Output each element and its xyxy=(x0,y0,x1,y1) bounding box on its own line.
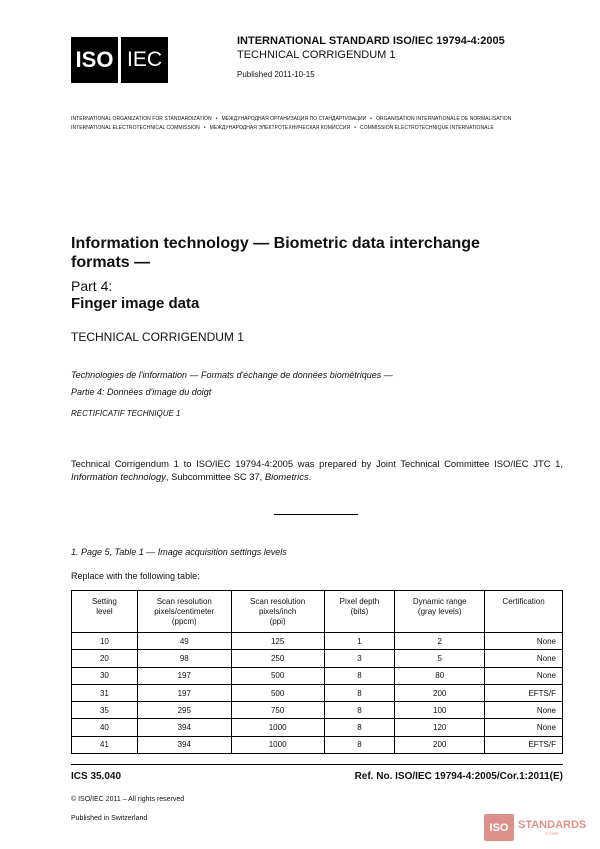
watermark-text: STANDARDS STORE xyxy=(518,818,587,836)
separator-rule xyxy=(274,514,358,515)
watermark-iso-logo: ISO xyxy=(484,814,514,841)
acquisition-settings-table xyxy=(71,590,563,754)
organizations-line-1: INTERNATIONAL ORGANIZATION FOR STANDARDIZATION • МЕЖДУНАРОДНАЯ ОРГАНИЗАЦИЯ ПО СТАНДАРТИЗАЦИИ • ORGANISATION INTERNATIONALE DE NORMALISATION xyxy=(71,116,512,122)
footer-rule xyxy=(71,764,563,765)
document-title: Information technology — Biometric data interchange formats — xyxy=(71,235,480,271)
column-header: Dynamic range (gray levels) xyxy=(395,591,485,633)
column-header: Pixel depth (bits) xyxy=(324,591,395,633)
instruction-text: Replace with the following table: xyxy=(71,571,200,581)
french-part: Partie 4: Données d'image du doigt xyxy=(71,387,212,397)
section-heading: 1. Page 5, Table 1 — Image acquisition settings levels xyxy=(71,547,287,557)
column-header: Setting level xyxy=(72,591,138,633)
document-subtitle: Finger image data xyxy=(71,295,200,312)
table-row: 41 394 1000 8 200 EFTS/F xyxy=(72,736,563,753)
table-row: 20 98 250 3 5 None xyxy=(72,650,563,667)
ics-code: ICS 35.040 xyxy=(71,771,122,782)
org-name: INTERNATIONAL ORGANIZATION FOR STANDARDIZATION xyxy=(71,116,212,122)
table-row: 35 295 750 8 100 None xyxy=(72,702,563,719)
org-name: МЕЖДУНАРОДНАЯ ОРГАНИЗАЦИЯ ПО СТАНДАРТИЗАЦИИ xyxy=(221,116,367,122)
part-label: Part 4: xyxy=(71,278,113,294)
org-name: ORGANISATION INTERNATIONALE DE NORMALISATION xyxy=(376,116,512,122)
table-row: 30 197 500 8 80 None xyxy=(72,667,563,684)
iec-logo: IEC xyxy=(121,37,168,83)
standards-store-watermark xyxy=(484,814,586,841)
table-header-row xyxy=(72,591,563,633)
column-header: Scan resolution pixels/centimeter (ppcm) xyxy=(137,591,231,633)
column-header: Certification xyxy=(485,591,563,633)
iso-logo: ISO xyxy=(71,37,118,83)
technical-corrigendum-heading: TECHNICAL CORRIGENDUM 1 xyxy=(71,330,244,344)
corrigendum-label: TECHNICAL CORRIGENDUM 1 xyxy=(237,49,396,61)
published-in: Published in Switzerland xyxy=(71,815,148,822)
table-row: 10 49 125 1 2 None xyxy=(72,633,563,650)
org-name: МЕЖДУНАРОДНАЯ ЭЛЕКТРОТЕХНИЧЕСКАЯ КОМИССИЯ xyxy=(209,125,351,131)
copyright-notice: © ISO/IEC 2011 – All rights reserved xyxy=(71,796,185,803)
table-row: 40 394 1000 8 120 None xyxy=(72,719,563,736)
org-name: INTERNATIONAL ELECTROTECHNICAL COMMISSION xyxy=(71,125,200,131)
intro-paragraph: Technical Corrigendum 1 to ISO/IEC 19794-4:2005 was prepared by Joint Technical Committee ISO/IEC JTC 1, Information technology, Subcommittee SC 37, Biometrics. xyxy=(71,458,563,482)
iso-iec-logo xyxy=(71,37,168,83)
french-title: Technologies de l'information — Formats d'échange de données biométriques — xyxy=(71,370,393,380)
column-header: Scan resolution pixels/inch (ppi) xyxy=(231,591,324,633)
reference-number: Ref. No. ISO/IEC 19794-4:2005/Cor.1:2011(E) xyxy=(354,771,563,782)
table-row: 31 197 500 8 200 EFTS/F xyxy=(72,684,563,701)
french-corrigendum: RECTIFICATIF TECHNIQUE 1 xyxy=(71,409,181,418)
organizations-line-2: INTERNATIONAL ELECTROTECHNICAL COMMISSION • МЕЖДУНАРОДНАЯ ЭЛЕКТРОТЕХНИЧЕСКАЯ КОМИССИЯ • COMMISSION ÉLECTROTECHNIQUE INTERNATIONALE xyxy=(71,125,494,131)
org-name: COMMISSION ÉLECTROTECHNIQUE INTERNATIONALE xyxy=(360,125,494,131)
publication-date: Published 2011-10-15 xyxy=(237,70,315,79)
standard-number: INTERNATIONAL STANDARD ISO/IEC 19794-4:2005 xyxy=(237,35,505,47)
